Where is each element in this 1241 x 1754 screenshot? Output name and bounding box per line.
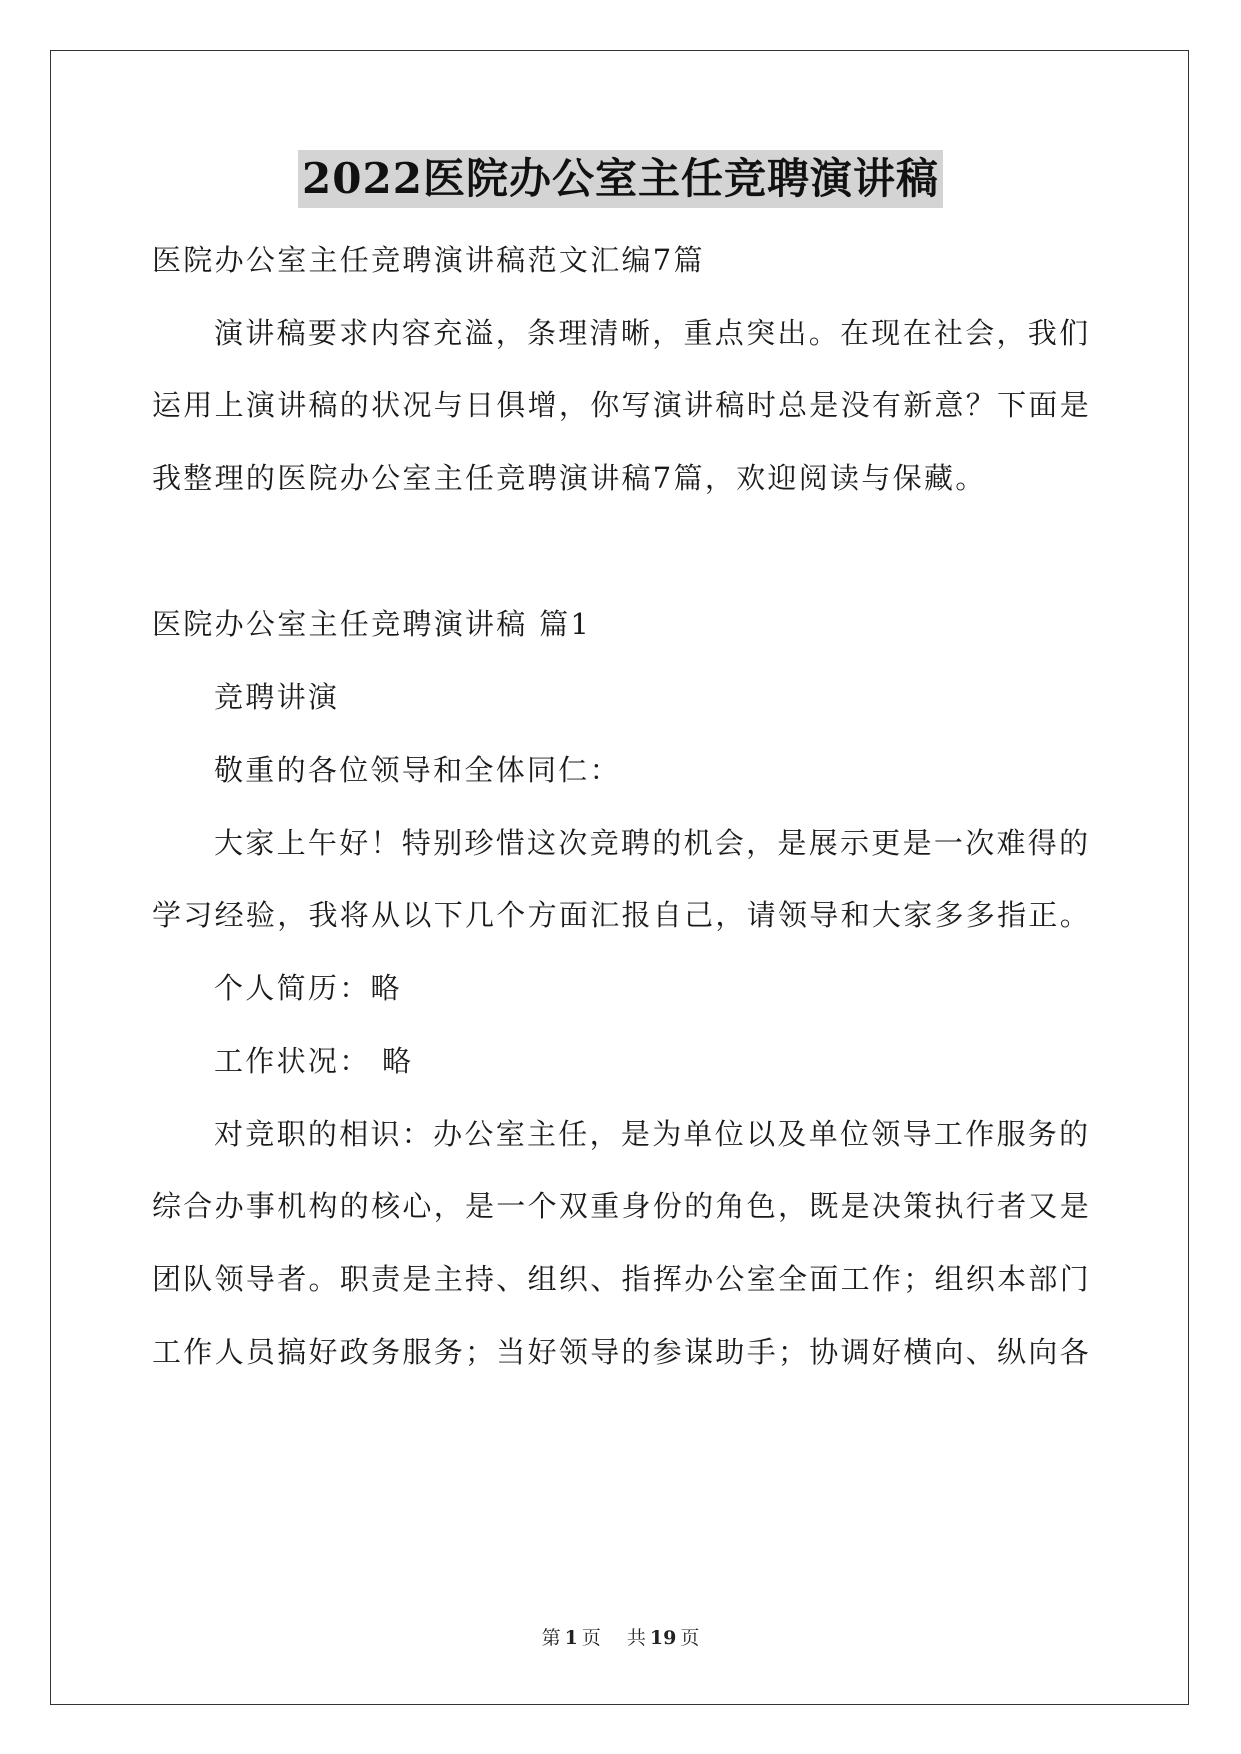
intro-line-2: 运用上演讲稿的状况与日俱增，你写演讲稿时总是没有新意？下面是 bbox=[152, 388, 1092, 422]
total-label-suffix: 页 bbox=[680, 1627, 700, 1649]
salutation: 敬重的各位领导和全体同仁： bbox=[214, 753, 621, 787]
body-line-6: 工作人员搞好政务服务；当好领导的参谋助手；协调好横向、纵向各 bbox=[152, 1335, 1092, 1369]
page-label-prefix: 第 bbox=[541, 1627, 561, 1649]
page-number: 1 bbox=[564, 1627, 578, 1649]
page-border bbox=[50, 50, 1189, 1705]
page-footer bbox=[0, 1625, 1241, 1651]
body-line-1: 大家上午好！特别珍惜这次竞聘的机会，是展示更是一次难得的 bbox=[214, 826, 1091, 860]
subtitle-line: 医院办公室主任竞聘演讲稿范文汇编7篇 bbox=[152, 243, 705, 277]
body-line-2: 学习经验，我将从以下几个方面汇报自己，请领导和大家多多指正。 bbox=[152, 898, 1092, 932]
title-container bbox=[0, 150, 1241, 208]
document-title: 2022医院办公室主任竞聘演讲稿 bbox=[298, 150, 943, 208]
intro-line-1: 演讲稿要求内容充溢，条理清晰，重点突出。在现在社会，我们 bbox=[214, 316, 1091, 350]
total-pages: 19 bbox=[649, 1627, 677, 1649]
page-label-suffix: 页 bbox=[581, 1627, 601, 1649]
resume-line: 个人简历：略 bbox=[214, 971, 402, 1005]
intro-line-3: 我整理的医院办公室主任竞聘演讲稿7篇，欢迎阅读与保藏。 bbox=[152, 461, 987, 495]
section-heading: 医院办公室主任竞聘演讲稿 篇1 bbox=[152, 607, 592, 641]
work-status-line: 工作状况： 略 bbox=[214, 1044, 414, 1078]
total-label-prefix: 共 bbox=[626, 1627, 646, 1649]
body-line-3: 对竞职的相识：办公室主任，是为单位以及单位领导工作服务的 bbox=[214, 1117, 1091, 1151]
speech-heading: 竞聘讲演 bbox=[214, 680, 340, 714]
body-line-5: 团队领导者。职责是主持、组织、指挥办公室全面工作；组织本部门 bbox=[152, 1262, 1092, 1296]
body-line-4: 综合办事机构的核心，是一个双重身份的角色，既是决策执行者又是 bbox=[152, 1189, 1092, 1223]
